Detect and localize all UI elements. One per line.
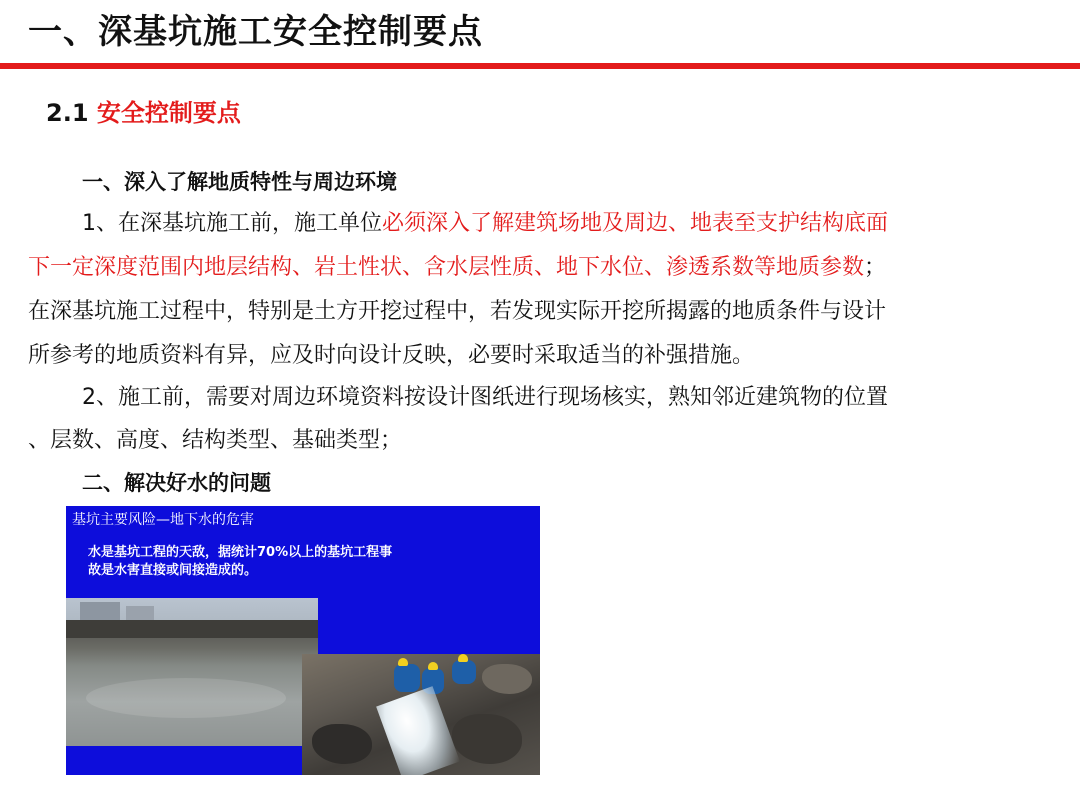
photo-water-surface	[86, 678, 286, 718]
photo-worker	[394, 664, 420, 692]
water-leak-photo	[302, 654, 540, 775]
photo-helmet	[398, 658, 408, 666]
photo-pit-rim	[66, 620, 318, 638]
photo-water-jet	[376, 686, 460, 775]
page-title: 一、深基坑施工安全控制要点	[28, 12, 483, 52]
paragraph1-line1-text: 1、在深基坑施工前，施工单位	[82, 211, 382, 236]
paragraph1-line4: 所参考的地质资料有异，应及时向设计反映，必要时采取适当的补强措施。	[28, 343, 755, 368]
paragraph1-line1	[82, 207, 888, 241]
subheading-geology: 一、深入了解地质特性与周边环境	[82, 170, 397, 194]
photo-building	[80, 602, 120, 622]
photo-helmet	[428, 662, 438, 670]
figure-text-line2: 故是水害直接或间接造成的。	[88, 563, 258, 578]
paragraph1-line2	[28, 251, 886, 285]
photo-helmet	[458, 654, 468, 662]
section-label: 安全控制要点	[96, 99, 241, 127]
photo-rock	[312, 724, 372, 764]
section-heading	[46, 96, 241, 130]
paragraph1-line1-highlight: 必须深入了解建筑场地及周边、地表至支护结构底面	[382, 211, 889, 236]
paragraph2-line2: 、层数、高度、结构类型、基础类型；	[28, 428, 403, 453]
paragraph1-line2-highlight: 下一定深度范围内地层结构、岩土性状、含水层性质、地下水位、渗透系数等地质参数	[28, 255, 865, 280]
paragraph2-line1: 2、施工前，需要对周边环境资料按设计图纸进行现场核实，熟知邻近建筑物的位置	[82, 385, 888, 410]
photo-rock	[452, 714, 522, 764]
section-number: 2.1	[46, 99, 89, 127]
title-underline	[0, 63, 1080, 69]
flooded-pit-photo	[66, 598, 318, 746]
photo-worker	[452, 660, 476, 684]
photo-rock	[482, 664, 532, 694]
subheading-water: 二、解决好水的问题	[82, 471, 271, 495]
figure-text-line1: 水是基坑工程的天敌，据统计70%以上的基坑工程事	[88, 545, 393, 560]
figure-title: 基坑主要风险—地下水的危害	[72, 512, 254, 528]
groundwater-risk-figure	[66, 506, 540, 775]
paragraph1-line2-text: ；	[864, 255, 887, 280]
paragraph1-line3: 在深基坑施工过程中，特别是土方开挖过程中，若发现实际开挖所揭露的地质条件与设计	[28, 299, 887, 324]
